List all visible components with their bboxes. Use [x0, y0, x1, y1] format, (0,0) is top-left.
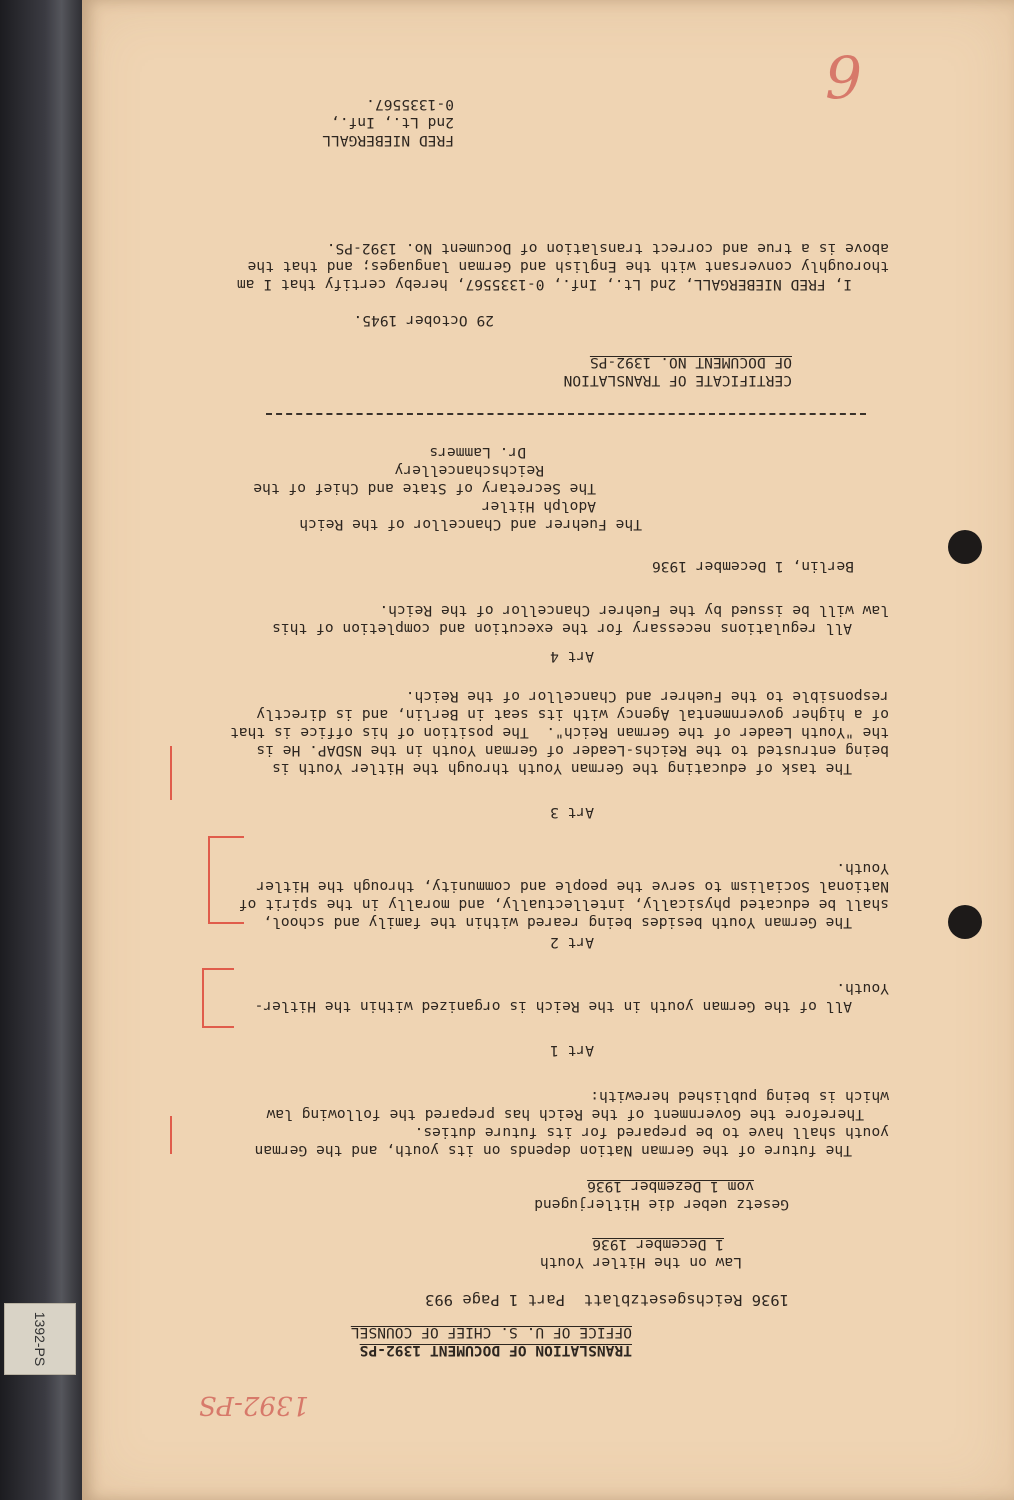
preamble-line: Therefore the Government of the Reich has prepared the following law [266, 1106, 864, 1123]
certificate-signature-rank: 2nd Lt., Inf., [330, 114, 454, 131]
art2-heading: Art 2 [550, 934, 594, 951]
art4-line: law will be issued by the Fuehrer Chancellor of the Reich. [379, 602, 889, 619]
art4-heading: Art 4 [550, 648, 594, 665]
red-bracket-art2 [208, 836, 244, 924]
certificate-subtitle: OF DOCUMENT NO. 1392-PS [589, 354, 792, 371]
red-margin-mark [170, 1116, 172, 1154]
art4-line: All regulations necessary for the execution and completion of this [272, 620, 852, 637]
red-bracket-art1 [202, 968, 234, 1028]
art1-line: All of the German youth in the Reich is organized within the Hitler- [254, 998, 852, 1015]
handwritten-doc-number: 1392-PS [198, 1390, 309, 1420]
header-line-2: OFFICE OF U. S. CHIEF OF COUNSEL [350, 1324, 632, 1341]
certificate-body-line: I, FRED NIEBERGALL, 2nd Lt., Inf., 0-1335567, hereby certify that I am [236, 276, 852, 293]
binder-spine [0, 0, 82, 1500]
art3-line: the "Youth Leader of the German Reich". The position of his office is that [230, 724, 889, 741]
handwritten-page-number: 6 [825, 42, 862, 110]
title-en: Law on the Hitler Youth [539, 1254, 742, 1271]
art3-line: responsible to the Fuehrer and Chancellor of the Reich. [405, 688, 889, 705]
signature-line: Adolph Hitler [481, 498, 596, 515]
citation: 1936 Reichsgesetzblatt Part 1 Page 993 [425, 1291, 789, 1309]
art1-line: Youth. [836, 980, 889, 997]
art2-line: Youth. [836, 860, 889, 877]
date-de: vom 1 Dezember 1936 [587, 1178, 754, 1195]
rotated-sheet [82, 0, 1014, 1500]
signature-line: The Fuehrer and Chancellor of the Reich [299, 516, 642, 533]
art2-line: National Socialism to serve the people and community, through the Hitler [256, 878, 889, 895]
date-en: 1 December 1936 [592, 1236, 724, 1253]
art3-line: The task of educating the German Youth through the Hitler Youth is [272, 760, 852, 777]
binder-tab-label: 1392-PS [32, 1311, 48, 1367]
certificate-body-line: above is a true and correct translation of Document No. 1392-PS. [326, 240, 889, 257]
certificate-signature-name: FRED NIEBERGALL [322, 132, 454, 149]
header-line-1: TRANSLATION OF DOCUMENT 1392-PS [359, 1342, 632, 1359]
certificate-title: CERTIFICATE OF TRANSLATION [563, 372, 792, 389]
art1-heading: Art 1 [550, 1042, 594, 1059]
place-date: Berlin, 1 December 1936 [651, 558, 854, 575]
title-de: Gesetz ueber die Hitlerjugend [534, 1196, 789, 1213]
art3-line: being entrusted to the Reichs-Leader of German Youth in the NSDAP. He is [256, 742, 889, 759]
binder-tab [4, 1303, 76, 1375]
art2-line: The German Youth besides being reared within the family and school, [263, 914, 852, 931]
preamble-line: which is being published herewith: [590, 1088, 889, 1105]
certificate-date: 29 October 1945. [353, 312, 494, 329]
separator-line [266, 413, 866, 415]
art2-line: shall be educated physically, intellectually, and morally in the spirit of [238, 896, 889, 913]
signature-line: Reichschancellery [394, 462, 544, 479]
red-margin-mark [170, 746, 172, 800]
signature-line: The Secretary of State and Chief of the [253, 480, 596, 497]
certificate-body-line: thoroughly conversant with the English and German languages; and that the [247, 258, 889, 275]
preamble-line: youth shall have to be prepared for its future duties. [414, 1124, 889, 1141]
art3-heading: Art 3 [550, 804, 594, 821]
art3-line: of a higher governmental Agency with its seat in Berlin, and is directly [256, 706, 889, 723]
preamble-line: The future of the German Nation depends on its youth, and the German [254, 1142, 852, 1159]
certificate-signature-serial: 0-1335567. [366, 96, 454, 113]
document-page [82, 0, 1014, 1500]
signature-line: Dr. Lammers [429, 444, 526, 461]
